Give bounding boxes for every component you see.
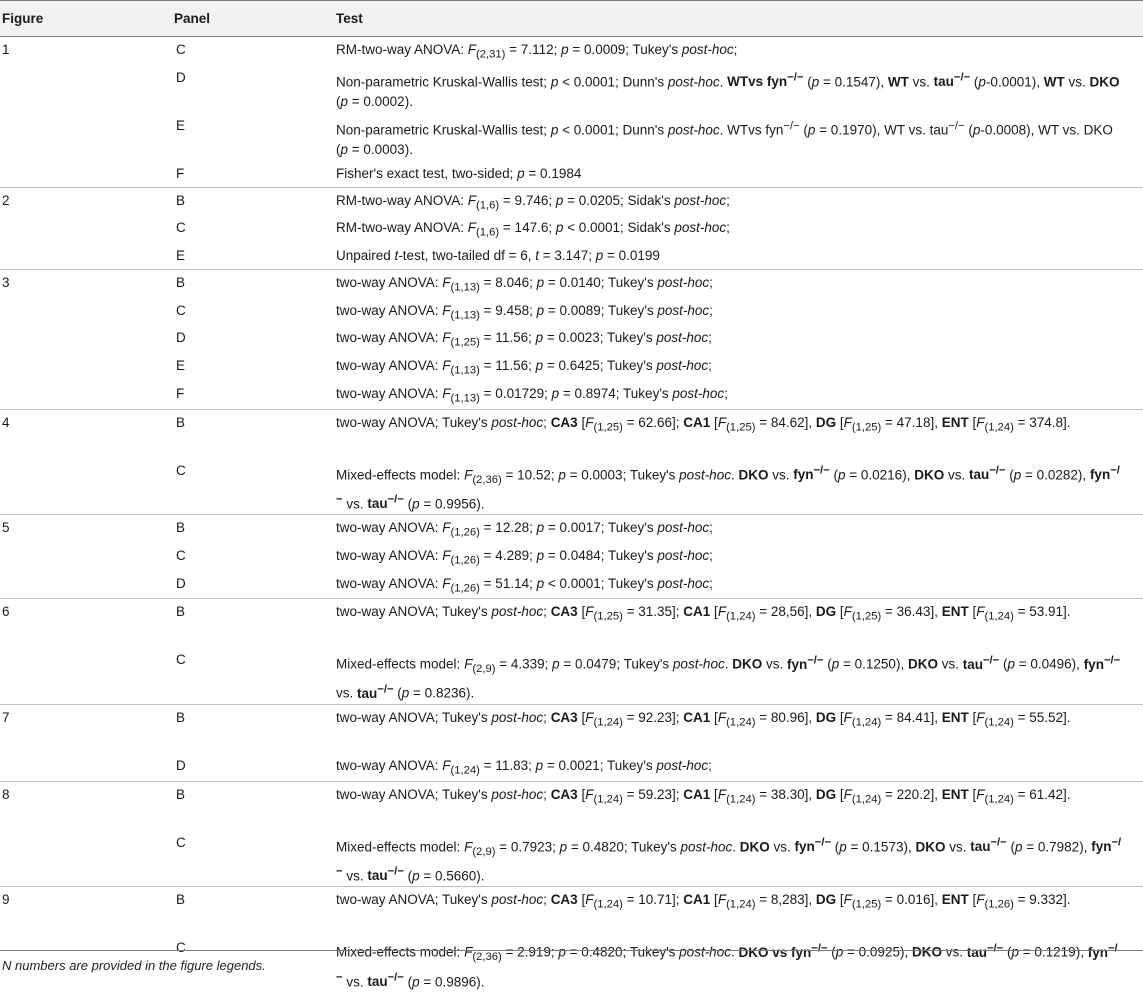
figure-number — [2, 458, 174, 461]
test-cell — [336, 830, 1143, 887]
figure-number — [2, 215, 174, 218]
test-description: Fisher's exact test, two-sided; p = 0.1984 — [336, 161, 1123, 184]
test-description: Unpaired t-test, two-tailed df = 6, t = 3.147; p = 0.0199 — [336, 243, 1123, 266]
table-footnote: N numbers are provided in the figure legends. — [2, 958, 266, 973]
test-cell — [336, 353, 1143, 381]
test-description: two-way ANOVA: $F_{(1,13)} = 9.458$; p = 0.0089; Tukey's post-hoc; — [336, 298, 1123, 326]
header-panel: Panel — [174, 1, 336, 37]
test-description: two-way ANOVA: $F_{(1,26)} = 4.289$; p = 0.0484; Tukey's post-hoc; — [336, 543, 1123, 571]
panel-cell — [174, 37, 336, 65]
panel-letter: D — [176, 571, 336, 594]
table-body — [0, 37, 1143, 992]
test-description: two-way ANOVA: $F_{(1,13)} = 0.01729$; p = 0.8974; Tukey's post-hoc; — [336, 381, 1123, 409]
header-figure: Figure — [0, 1, 174, 37]
figure-cell — [0, 753, 174, 781]
test-cell — [336, 381, 1143, 409]
panel-cell — [174, 187, 336, 215]
panel-letter: C — [176, 298, 336, 321]
figure-number: 3 — [2, 270, 174, 293]
figure-number: 9 — [2, 887, 174, 910]
panel-cell — [174, 381, 336, 409]
test-description: Mixed-effects model: $F_{(2,9)} = 0.7923$; p = 0.4820; Tukey's post-hoc. DKO vs. fyn−/− (p = 0.1573), DKO vs. tau−/− (p = 0.7982), fyn−/− vs. tau−/− (p = 0.5660). — [336, 830, 1123, 887]
panel-cell — [174, 161, 336, 188]
test-description: RM-two-way ANOVA: $F_{(1,6)} = 147.6$; p < 0.0001; Sidak's post-hoc; — [336, 215, 1123, 243]
panel-letter: B — [176, 410, 336, 433]
table-row — [0, 830, 1143, 887]
table-row — [0, 571, 1143, 599]
figure-number — [2, 543, 174, 546]
table-bottom-rule — [0, 950, 1143, 951]
table-row — [0, 187, 1143, 215]
test-cell — [336, 543, 1143, 571]
panel-letter: F — [176, 161, 336, 184]
figure-cell — [0, 599, 174, 648]
test-cell — [336, 887, 1143, 936]
panel-cell — [174, 113, 336, 161]
table-row — [0, 887, 1143, 936]
panel-letter: B — [176, 887, 336, 910]
table-row — [0, 543, 1143, 571]
panel-letter: B — [176, 270, 336, 293]
test-cell — [336, 325, 1143, 353]
figure-number: 7 — [2, 705, 174, 728]
test-cell — [336, 935, 1143, 992]
test-description: Non-parametric Kruskal-Wallis test; p < 0.0001; Dunn's post-hoc. WTvs fyn−/− (p = 0.1970), WT vs. tau−/− (p-0.0008), WT vs. DKO (p = 0.0003). — [336, 113, 1123, 161]
test-cell — [336, 215, 1143, 243]
table-row — [0, 270, 1143, 298]
table-row — [0, 298, 1143, 326]
test-cell — [336, 458, 1143, 515]
figure-cell — [0, 887, 174, 936]
panel-cell — [174, 458, 336, 515]
panel-letter: C — [176, 458, 336, 481]
test-cell — [336, 243, 1143, 270]
figure-number — [2, 753, 174, 756]
test-cell — [336, 187, 1143, 215]
test-cell — [336, 409, 1143, 458]
table-row — [0, 161, 1143, 188]
panel-letter: C — [176, 37, 336, 60]
panel-letter: C — [176, 830, 336, 853]
table-row — [0, 647, 1143, 704]
figure-number: 4 — [2, 410, 174, 433]
table-row — [0, 753, 1143, 781]
table-row — [0, 781, 1143, 830]
panel-cell — [174, 599, 336, 648]
figure-cell — [0, 381, 174, 409]
figure-cell — [0, 543, 174, 571]
panel-letter: D — [176, 753, 336, 776]
figure-number — [2, 381, 174, 384]
figure-cell — [0, 37, 174, 65]
figure-number: 6 — [2, 599, 174, 622]
figure-number: 8 — [2, 782, 174, 805]
panel-letter: E — [176, 353, 336, 376]
figure-cell — [0, 243, 174, 270]
figure-number: 2 — [2, 188, 174, 211]
table-row — [0, 381, 1143, 409]
test-description: two-way ANOVA: $F_{(1,13)} = 11.56$; p = 0.6425; Tukey's post-hoc; — [336, 353, 1123, 381]
test-cell — [336, 571, 1143, 599]
figure-cell — [0, 65, 174, 113]
panel-cell — [174, 753, 336, 781]
test-cell — [336, 270, 1143, 298]
test-cell — [336, 37, 1143, 65]
figure-cell — [0, 781, 174, 830]
panel-cell — [174, 243, 336, 270]
test-description: two-way ANOVA: $F_{(1,26)} = 12.28$; p = 0.0017; Tukey's post-hoc; — [336, 515, 1123, 543]
figure-cell — [0, 458, 174, 515]
panel-letter: C — [176, 215, 336, 238]
table-row — [0, 353, 1143, 381]
test-description: RM-two-way ANOVA: $F_{(1,6)} = 9.746$; p = 0.0205; Sidak's post-hoc; — [336, 188, 1123, 216]
table-row — [0, 113, 1143, 161]
figure-cell — [0, 647, 174, 704]
figure-number — [2, 571, 174, 574]
test-cell — [336, 704, 1143, 753]
panel-cell — [174, 571, 336, 599]
figure-cell — [0, 353, 174, 381]
figure-number — [2, 113, 174, 116]
test-description: two-way ANOVA: $F_{(1,13)} = 8.046$; p = 0.0140; Tukey's post-hoc; — [336, 270, 1123, 298]
test-cell — [336, 113, 1143, 161]
test-description: two-way ANOVA: $F_{(1,25)} = 11.56$; p = 0.0023; Tukey's post-hoc; — [336, 325, 1123, 353]
figure-cell — [0, 270, 174, 298]
figure-number — [2, 935, 174, 938]
figure-number — [2, 647, 174, 650]
table-row — [0, 243, 1143, 270]
figure-cell — [0, 515, 174, 543]
test-cell — [336, 515, 1143, 543]
panel-cell — [174, 887, 336, 936]
panel-cell — [174, 543, 336, 571]
table-row — [0, 325, 1143, 353]
figure-number — [2, 353, 174, 356]
panel-cell — [174, 65, 336, 113]
table-row — [0, 458, 1143, 515]
panel-letter: C — [176, 543, 336, 566]
figure-number: 5 — [2, 515, 174, 538]
panel-letter: B — [176, 782, 336, 805]
test-cell — [336, 65, 1143, 113]
figure-cell — [0, 113, 174, 161]
test-cell — [336, 161, 1143, 188]
figure-cell — [0, 704, 174, 753]
panel-cell — [174, 215, 336, 243]
panel-letter: B — [176, 599, 336, 622]
figure-cell — [0, 161, 174, 188]
figure-cell — [0, 215, 174, 243]
panel-letter: F — [176, 381, 336, 404]
panel-cell — [174, 353, 336, 381]
test-description: two-way ANOVA; Tukey's post-hoc; CA3 $[F_{(1,24)} = 59.23]$; CA1 $[F_{(1,24)} = 38.30]$, DG $[F_{(1,24)} = 220.2]$, ENT $[F_{(1,24)} = 61.42]$. — [336, 782, 1123, 810]
test-description: two-way ANOVA; Tukey's post-hoc; CA3 $[F_{(1,24)} = 92.23]$; CA1 $[F_{(1,24)} = 80.96]$, DG $[F_{(1,24)} = 84.41]$, ENT $[F_{(1,24)} = 55.52]$. — [336, 705, 1123, 733]
panel-letter: C — [176, 647, 336, 670]
panel-letter: E — [176, 243, 336, 266]
test-description: Mixed-effects model: $F_{(2,36)} = 10.52$; p = 0.0003; Tukey's post-hoc. DKO vs. fyn−/− (p = 0.0216), DKO vs. tau−/− (p = 0.0282), fyn−/− vs. tau−/− (p = 0.9956). — [336, 458, 1123, 515]
header-test: Test — [336, 1, 1143, 37]
figure-cell — [0, 830, 174, 887]
header-row — [0, 1, 1143, 37]
figure-number — [2, 830, 174, 833]
figure-number — [2, 65, 174, 68]
table-header — [0, 1, 1143, 37]
test-cell — [336, 298, 1143, 326]
figure-number — [2, 325, 174, 328]
table-row — [0, 515, 1143, 543]
test-cell — [336, 599, 1143, 648]
table-row — [0, 215, 1143, 243]
panel-letter: E — [176, 113, 336, 136]
test-description: two-way ANOVA; Tukey's post-hoc; CA3 $[F_{(1,25)} = 31.35]$; CA1 $[F_{(1,24)} = 28,56]$, DG $[F_{(1,25)} = 36.43]$, ENT $[F_{(1,24)} = 53.91]$. — [336, 599, 1123, 627]
table-row — [0, 599, 1143, 648]
panel-cell — [174, 270, 336, 298]
panel-letter: D — [176, 325, 336, 348]
figure-number — [2, 161, 174, 164]
panel-letter: D — [176, 65, 336, 88]
panel-cell — [174, 781, 336, 830]
panel-cell — [174, 704, 336, 753]
figure-cell — [0, 409, 174, 458]
test-description: two-way ANOVA: $F_{(1,24)} = 11.83$; p = 0.0021; Tukey's post-hoc; — [336, 753, 1123, 781]
panel-letter: C — [176, 935, 336, 958]
panel-letter: B — [176, 188, 336, 211]
panel-cell — [174, 298, 336, 326]
figure-number: 1 — [2, 37, 174, 60]
test-description: Mixed-effects model: $F_{(2,9)} = 4.339$; p = 0.0479; Tukey's post-hoc. DKO vs. fyn−/− (p = 0.1250), DKO vs. tau−/− (p = 0.0496), fyn−/− vs. tau−/− (p = 0.8236). — [336, 647, 1123, 704]
table-row — [0, 704, 1143, 753]
panel-letter: B — [176, 705, 336, 728]
test-description: Mixed-effects model: $F_{(2,36)} = 2.919$; p = 0.4820; Tukey's post-hoc. DKO vs fyn−/− (p = 0.0925), DKO vs. tau−/− (p = 0.1219), fyn−/− vs. tau−/− (p = 0.9896). — [336, 935, 1123, 992]
table-row — [0, 65, 1143, 113]
figure-number — [2, 298, 174, 301]
test-description: two-way ANOVA: $F_{(1,26)} = 51.14$; p < 0.0001; Tukey's post-hoc; — [336, 571, 1123, 599]
test-cell — [336, 753, 1143, 781]
figure-cell — [0, 187, 174, 215]
test-description: Non-parametric Kruskal-Wallis test; p < 0.0001; Dunn's post-hoc. WTvs fyn−/− (p = 0.1547), WT vs. tau−/− (p-0.0001), WT vs. DKO (p = 0.0002). — [336, 65, 1123, 113]
panel-cell — [174, 830, 336, 887]
test-cell — [336, 647, 1143, 704]
figure-cell — [0, 571, 174, 599]
panel-cell — [174, 647, 336, 704]
test-description: RM-two-way ANOVA: $F_{(2,31)} = 7.112$; p = 0.0009; Tukey's post-hoc; — [336, 37, 1123, 65]
test-cell — [336, 781, 1143, 830]
panel-cell — [174, 409, 336, 458]
test-description: two-way ANOVA; Tukey's post-hoc; CA3 $[F_{(1,25)} = 62.66]$; CA1 $[F_{(1,25)} = 84.62]$, DG $[F_{(1,25)} = 47.18]$, ENT $[F_{(1,24)} = 374.8]$. — [336, 410, 1123, 438]
panel-cell — [174, 515, 336, 543]
test-description: two-way ANOVA; Tukey's post-hoc; CA3 $[F_{(1,24)} = 10.71]$; CA1 $[F_{(1,24)} = 8,283]$, DG $[F_{(1,25)} = 0.016]$, ENT $[F_{(1,26)} = 9.332]$. — [336, 887, 1123, 915]
table-row — [0, 409, 1143, 458]
figure-number — [2, 243, 174, 246]
figure-cell — [0, 298, 174, 326]
panel-cell — [174, 325, 336, 353]
table-row — [0, 37, 1143, 65]
panel-letter: B — [176, 515, 336, 538]
figure-cell — [0, 325, 174, 353]
